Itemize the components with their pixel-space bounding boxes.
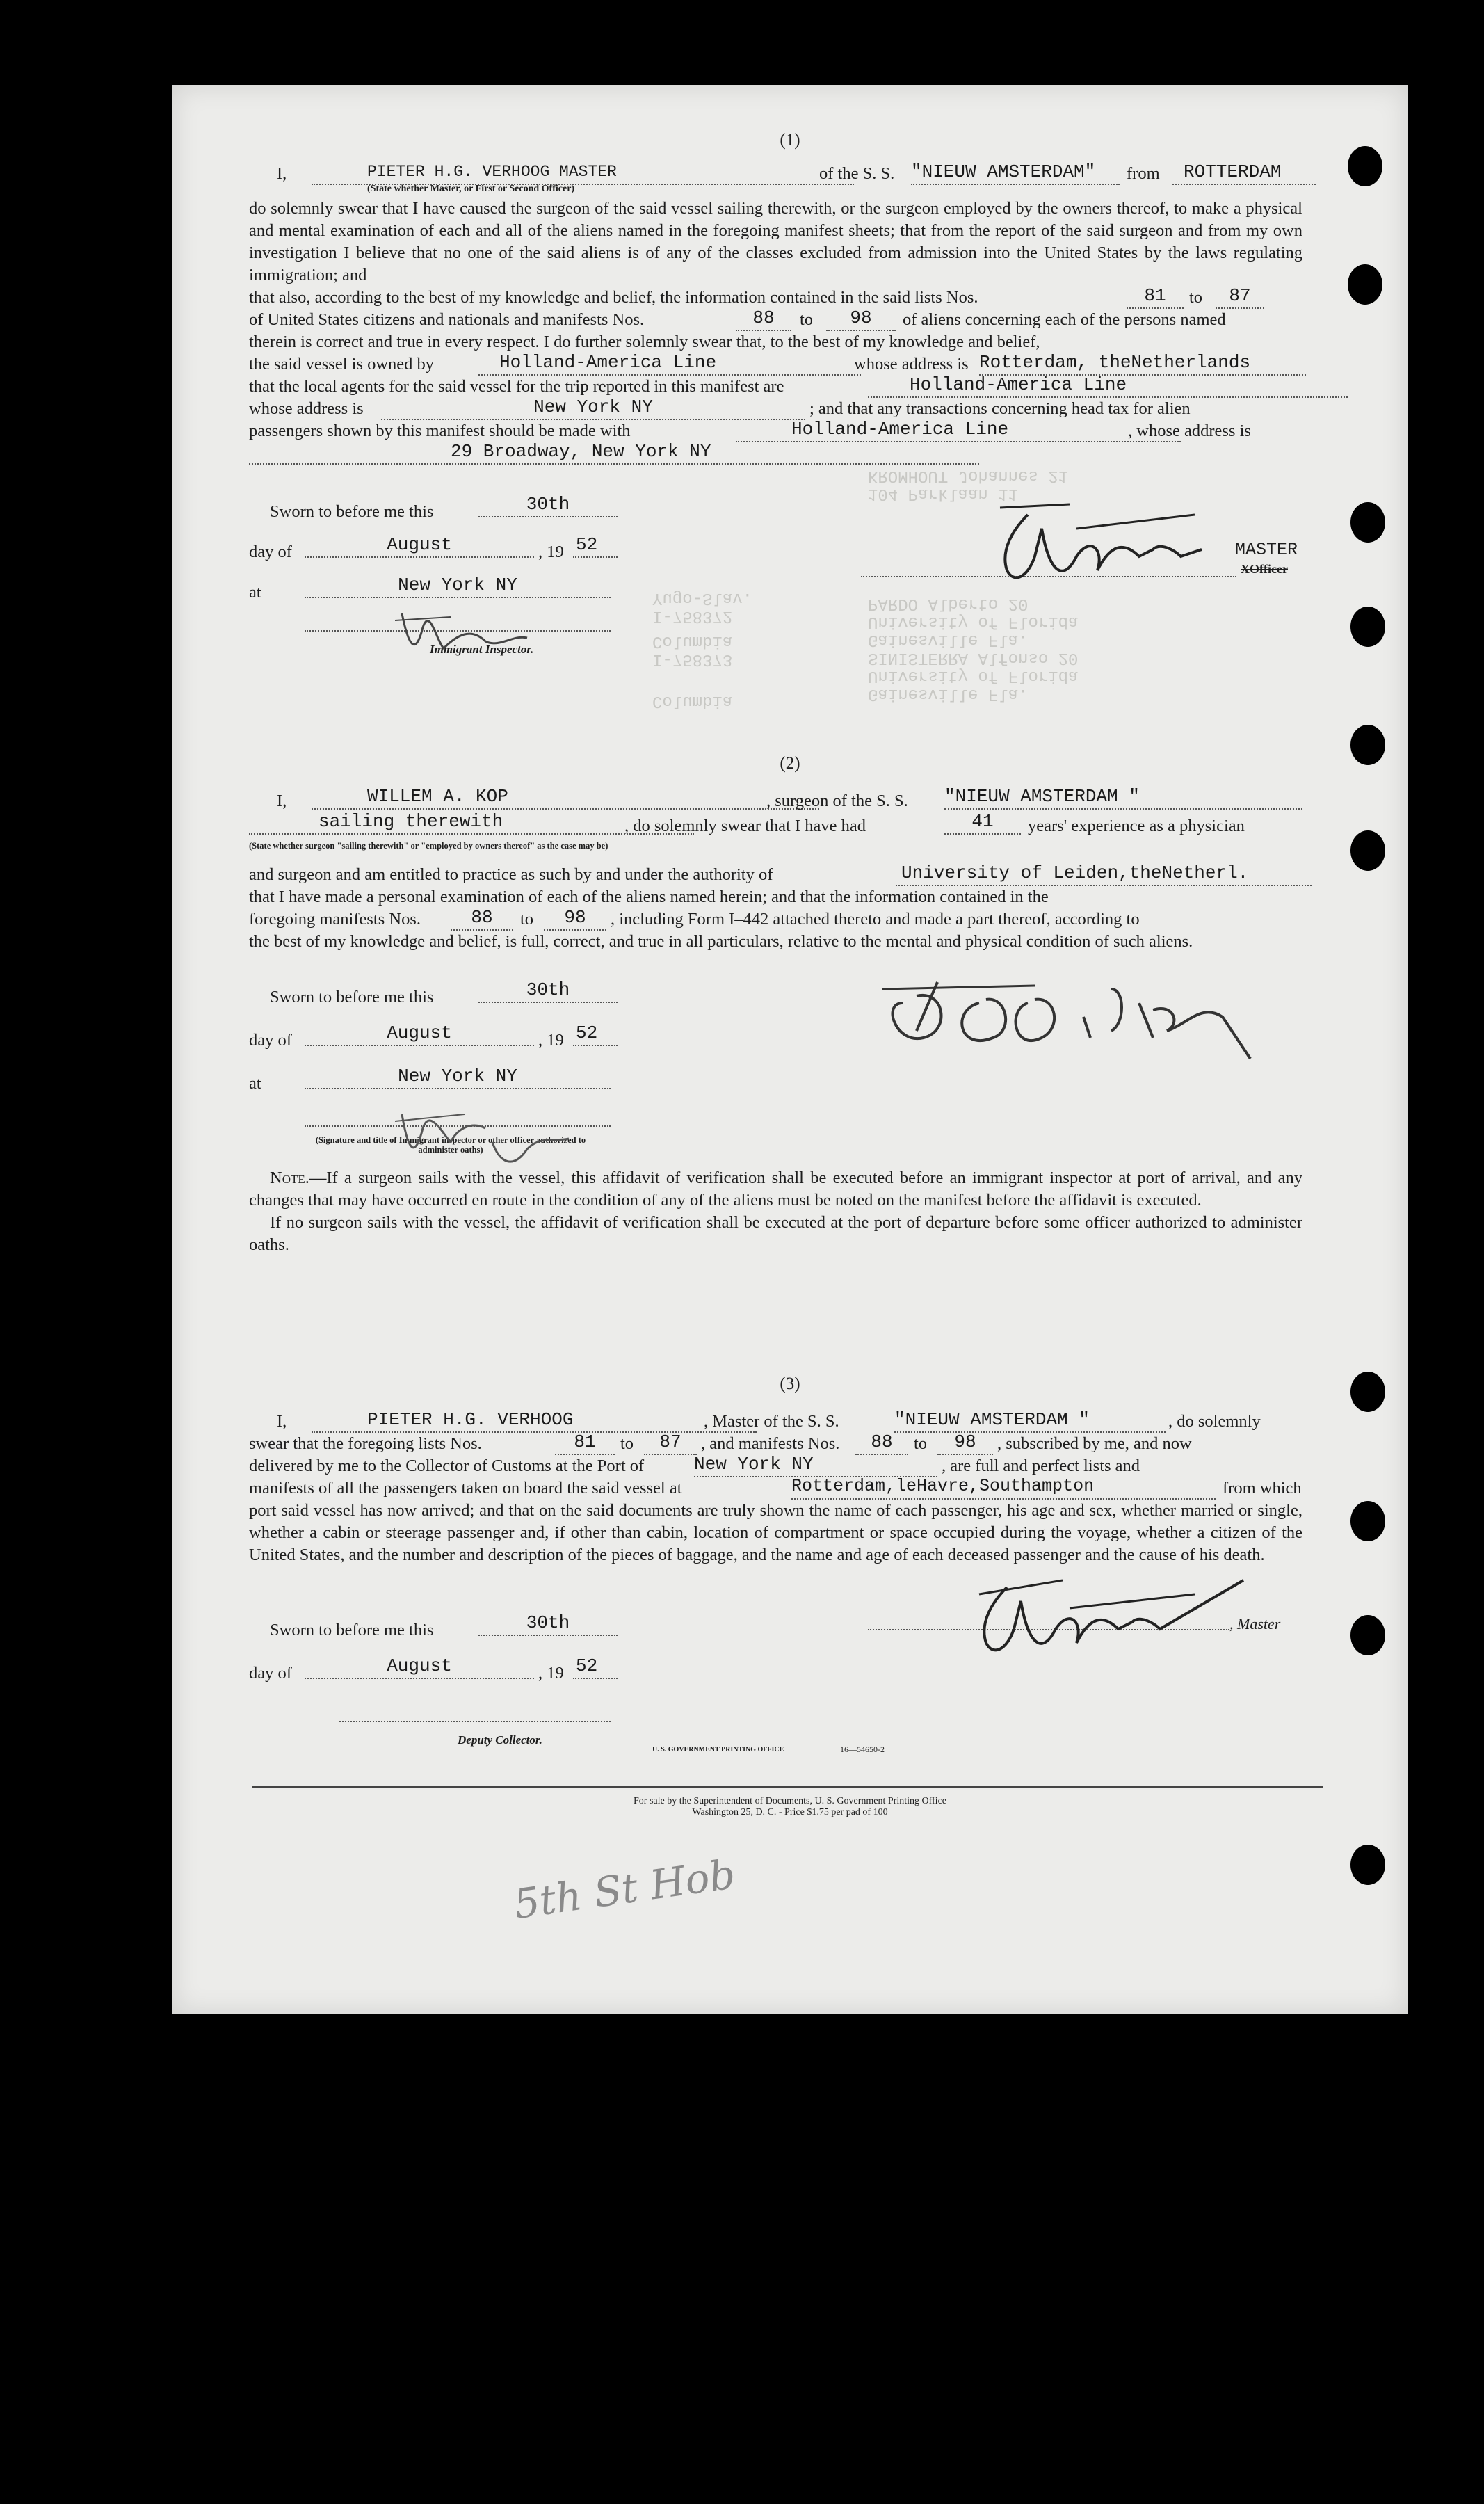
manifests-from-field: 88	[736, 309, 791, 331]
manifests-to-field: 98	[826, 309, 896, 331]
note-text: —If a surgeon sails with the vessel, this affidavit of verification shall be executed before an immigrant inspector at port of arrival, and any changes that may have occurred en route in the condition of any of the aliens must be noted on the manifest before the affidavit is executed.	[249, 1169, 1302, 1210]
place-field: New York NY	[305, 576, 611, 598]
surgeon-name-field: WILLEM A. KOP	[312, 787, 819, 810]
solemnly-label: , do solemnly	[1168, 1412, 1261, 1431]
year-field: 52	[573, 1657, 618, 1679]
whose-address-label: whose address is	[854, 355, 969, 374]
month-field: August	[305, 536, 534, 558]
label-to: to	[520, 910, 534, 929]
and-manifests-label: , and manifests Nos.	[701, 1434, 840, 1453]
manifests-text: foregoing manifests Nos.	[249, 910, 421, 929]
punch-hole	[1350, 1615, 1385, 1655]
section-3-number: (3)	[780, 1374, 800, 1393]
bleed-through-text: Gainesville Fla.	[868, 684, 1029, 703]
print-office-label: U. S. GOVERNMENT PRINTING OFFICE	[652, 1746, 784, 1753]
lists-from-field: 81	[1127, 287, 1184, 309]
sworn-label: Sworn to before me this	[270, 988, 434, 1006]
port-from-field: ROTTERDAM	[1172, 163, 1316, 185]
sworn-day-field: 30th	[478, 495, 618, 517]
lists-to-field: 87	[644, 1433, 697, 1455]
year-prefix: , 19	[538, 1031, 564, 1050]
handwritten-note: 5th St Hob	[510, 1850, 739, 1928]
manifests-all-text: manifests of all the passengers taken on board the said vessel at	[249, 1479, 682, 1498]
agents-text: that the local agents for the said vessel for the trip reported in this manifest are	[249, 377, 784, 396]
note-label: Note.	[270, 1169, 309, 1187]
authority-field: University of Leiden,theNetherl.	[896, 864, 1312, 886]
master-signature	[986, 501, 1216, 602]
section-3	[249, 1411, 1302, 1566]
full-perfect-text: , are full and perfect lists and	[942, 1456, 1140, 1475]
signature-caption: (Signature and title of Immigrant inspector or other officer authorized to administer oaths)	[315, 1135, 586, 1155]
manifests-from-field: 88	[855, 1433, 908, 1455]
lists-from-field: 81	[555, 1433, 615, 1455]
deputy-collector-caption: Deputy Collector.	[458, 1733, 542, 1747]
year-prefix: , 19	[538, 1664, 564, 1683]
punch-hole	[1350, 607, 1385, 647]
inspector-signature	[388, 600, 541, 666]
inspector-caption: Immigrant Inspector.	[430, 643, 534, 656]
section-2	[249, 787, 1302, 953]
bleed-through-text: I-758373	[652, 650, 733, 668]
form-code: 16—54650-2	[840, 1744, 885, 1754]
bleed-through-text: Columbia	[652, 632, 733, 650]
sworn-label: Sworn to before me this	[270, 502, 434, 521]
bleed-through-text: Columbia	[652, 691, 733, 710]
punch-hole	[1350, 830, 1385, 871]
bleed-through-text: SINISTERRA Alfonso 20	[868, 648, 1079, 667]
punch-hole	[1350, 1845, 1385, 1885]
master-title-label: MASTER	[1235, 540, 1298, 560]
sailing-caption: (State whether surgeon "sailing therewith" or "employed by owners thereof" as the case may be)	[249, 841, 608, 851]
section-1	[249, 163, 1302, 465]
bleed-through-text: University of Florida	[868, 612, 1079, 631]
at-label: at	[249, 1074, 261, 1093]
punch-hole	[1350, 1501, 1385, 1541]
belief-text: the best of my knowledge and belief, is full, correct, and true in all particulars, relative to the mental and physical condition of such aliens.	[249, 932, 1193, 951]
label-of-ss: of the S. S.	[819, 164, 895, 183]
master-caption: (State whether Master, or First or Second Officer)	[367, 184, 575, 194]
footer-rule	[252, 1786, 1323, 1788]
sworn-day-field: 30th	[478, 981, 618, 1003]
manifests-from-field: 88	[451, 908, 513, 931]
collector-signature-line	[339, 1721, 611, 1722]
punch-hole	[1348, 146, 1382, 186]
agents-address-field: New York NY	[381, 398, 805, 420]
ship-name-field: "NIEUW AMSTERDAM "	[894, 1411, 1166, 1433]
label-to: to	[914, 1434, 928, 1453]
manifests-to-field: 98	[937, 1433, 993, 1455]
owned-by-label: the said vessel is owned by	[249, 355, 435, 374]
years-text: years' experience as a physician	[1028, 817, 1245, 835]
day-of-label: day of	[249, 543, 292, 561]
surgeon-of-label: , surgeon of the S. S.	[766, 792, 908, 810]
at-label: at	[249, 583, 261, 602]
authority-text: and surgeon and am entitled to practice as such by and under the authority of	[249, 865, 773, 884]
bleed-through-text: Gainesville Fla.	[868, 630, 1029, 649]
label-from: from	[1127, 164, 1160, 183]
label-to: to	[800, 310, 814, 329]
section-1-body: do solemnly swear that I have caused the surgeon of the said vessel sailing therewith, or the surgeon employed by the owners thereof, to make a physical and mental examination of each and all of the aliens named in the foregoing manifest sheets; that from the report of the said surgeon and from my own investigation I believe that no one of the said aliens is of any of the classes excluded from admission into the United States by the laws regulating immigration; and	[249, 199, 1302, 284]
whose-address-label: whose address is	[249, 399, 364, 418]
bleed-through-text: University of Florida	[868, 666, 1079, 685]
master-name-field: PIETER H.G. VERHOOG MASTER	[312, 163, 854, 185]
sworn-day-field: 30th	[478, 1614, 618, 1636]
subscribed-text: , subscribed by me, and now	[997, 1434, 1192, 1453]
note-block	[249, 1167, 1302, 1256]
years-field: 41	[944, 812, 1021, 835]
ship-name-field: "NIEUW AMSTERDAM "	[944, 787, 1302, 810]
passengers-text: passengers shown by this manifest should be made with	[249, 422, 631, 440]
delivered-text: delivered by me to the Collector of Customs at the Port of	[249, 1456, 645, 1475]
label-i: I,	[277, 792, 287, 810]
year-field: 52	[573, 1024, 618, 1046]
document-page	[172, 85, 1408, 2014]
master-signature	[965, 1566, 1257, 1674]
whose-address-label: , whose address is	[1128, 422, 1251, 440]
lists-text: swear that the foregoing lists Nos.	[249, 1434, 482, 1453]
month-field: August	[305, 1024, 534, 1046]
from-which-label: from which	[1223, 1479, 1302, 1498]
punch-hole	[1348, 264, 1382, 305]
label-i: I,	[277, 164, 287, 183]
section-2-number: (2)	[780, 754, 800, 773]
label-to: to	[620, 1434, 634, 1453]
surgeon-signature	[875, 961, 1264, 1069]
ship-name-field: "NIEUW AMSTERDAM"	[911, 163, 1120, 185]
owner-field: Holland-America Line	[478, 353, 861, 376]
swear-text: , do solemnly swear that I have had	[624, 817, 866, 835]
lists-text: that also, according to the best of my knowledge and belief, the information contained in the said lists Nos.	[249, 288, 978, 307]
lists-to-field: 87	[1216, 287, 1264, 309]
bleed-through-text: 104 Parklaan 11	[868, 484, 1019, 503]
section-1-number: (1)	[780, 131, 800, 150]
sworn-label: Sworn to before me this	[270, 1621, 434, 1639]
master-of-label: , Master of the S. S.	[704, 1412, 839, 1431]
manifests-text: of United States citizens and nationals and manifests Nos.	[249, 310, 645, 329]
footer-line-1: For sale by the Superintendent of Documents, U. S. Government Printing Office	[634, 1796, 946, 1806]
manifests-to-field: 98	[544, 908, 606, 931]
bleed-through-text: PARDO Alberto 20	[868, 594, 1029, 613]
month-field: August	[305, 1657, 534, 1679]
port-field: New York NY	[694, 1455, 937, 1477]
label-to: to	[1189, 288, 1203, 307]
examination-text: that I have made a personal examination of each of the aliens named herein; and that the information contained in the	[249, 888, 1049, 906]
bleed-through-text: KROMHOUT Johannes 21	[868, 466, 1069, 485]
owner-address-field: Rotterdam, theNetherlands	[979, 353, 1306, 376]
section-3-body: port said vessel has now arrived; and that on the said documents are truly shown the name of each passenger, his age and sex, whether married or single, whether a cabin or steerage passenger and, if other than cabin, location of compartment or space occupied during the voyage, whether a citizen of the United States, and the number and description of the pieces of baggage, and the name and age of each deceased passenger and the cause of his death.	[249, 1501, 1302, 1564]
day-of-label: day of	[249, 1664, 292, 1683]
bleed-through-text: Yugo-Slav.	[652, 588, 753, 607]
ownership-text: therein is correct and true in every respect. I do further solemnly swear that, to the best of my knowledge and belief,	[249, 332, 1040, 351]
master-title-struck: XOfficer	[1241, 562, 1288, 576]
bleed-through-text: I-758372	[652, 607, 733, 625]
day-of-label: day of	[249, 1031, 292, 1050]
year-prefix: , 19	[538, 543, 564, 561]
head-tax-address-field: 29 Broadway, New York NY	[249, 442, 979, 465]
master-name-field: PIETER H.G. VERHOOG	[312, 1411, 757, 1433]
year-field: 52	[573, 536, 618, 558]
master-label: , Master	[1229, 1615, 1281, 1632]
form-text: , including Form I–442 attached thereto and made a part thereof, according to	[611, 910, 1140, 929]
aliens-text: of aliens concerning each of the persons named	[903, 310, 1226, 329]
label-i: I,	[277, 1412, 287, 1431]
footer-line-2: Washington 25, D. C. - Price $1.75 per pad of 100	[692, 1807, 888, 1817]
note-2-text: If no surgeon sails with the vessel, the affidavit of verification shall be executed at the port of departure before some officer authorized to administer oaths.	[249, 1213, 1302, 1254]
agents-field: Holland-America Line	[868, 376, 1348, 398]
punch-hole	[1350, 502, 1385, 543]
head-tax-agent-field: Holland-America Line	[736, 420, 1181, 442]
sailing-status-field: sailing therewith	[249, 812, 694, 835]
head-tax-text: ; and that any transactions concerning head tax for alien	[809, 399, 1191, 418]
place-field: New York NY	[305, 1067, 611, 1089]
ports-embark-field: Rotterdam,leHavre,Southampton	[791, 1477, 1216, 1500]
